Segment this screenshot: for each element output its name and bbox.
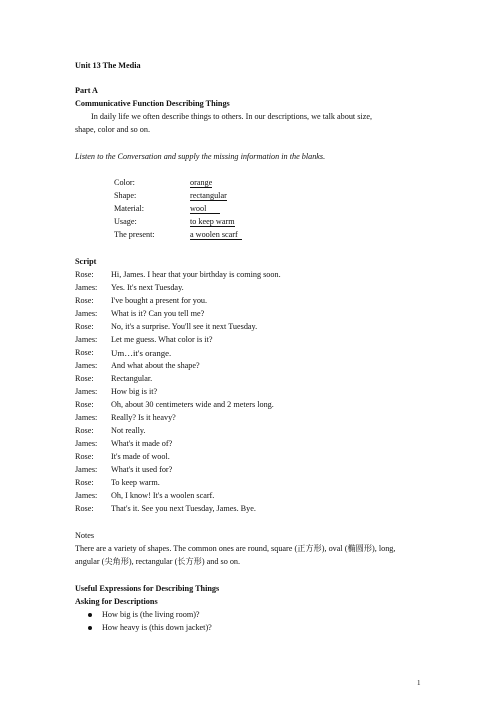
notes-heading: Notes	[75, 531, 95, 540]
useful-heading: Useful Expressions for Describing Things	[75, 584, 220, 593]
expression-item: How heavy is (this down jacket)?	[102, 623, 212, 632]
script-speaker: Rose:	[75, 270, 94, 279]
script-text: No, it's a surprise. You'll see it next Tuesday.	[111, 322, 258, 331]
script-text: To keep warm.	[111, 478, 160, 487]
blank-answer-present: a woolen scarf	[190, 231, 242, 240]
blank-label-color: Color:	[114, 178, 135, 187]
script-speaker: Rose:	[75, 348, 94, 357]
script-text: Not really.	[111, 426, 146, 435]
script-speaker: James:	[75, 465, 98, 474]
script-speaker: James:	[75, 413, 98, 422]
script-speaker: James:	[75, 491, 98, 500]
script-text: Yes. It's next Tuesday.	[111, 283, 184, 292]
script-speaker: Rose:	[75, 296, 94, 305]
notes-line-1: There are a variety of shapes. The common ones are round, square (正方形), oval (椭圆形), long,	[75, 544, 396, 553]
script-speaker: Rose:	[75, 374, 94, 383]
script-text: How big is it?	[111, 387, 158, 396]
script-text: What is it? Can you tell me?	[111, 309, 205, 318]
script-text: It's made of wool.	[111, 452, 170, 461]
blank-answer-material: wool	[190, 205, 220, 214]
blank-label-material: Material:	[114, 204, 145, 213]
script-text: Hi, James. I hear that your birthday is coming soon.	[111, 270, 281, 279]
blank-answer-color: orange	[190, 178, 213, 187]
script-text: Um…it's orange.	[111, 348, 172, 358]
script-speaker: James:	[75, 335, 98, 344]
intro-line-1: In daily life we often describe things to others. In our descriptions, we talk about size,	[91, 112, 373, 121]
script-speaker: James:	[75, 439, 98, 448]
script-speaker: Rose:	[75, 504, 94, 513]
unit-title: Unit 13 The Media	[75, 61, 141, 70]
script-speaker: James:	[75, 361, 98, 370]
function-heading: Communicative Function Describing Things	[75, 99, 230, 108]
blank-label-shape: Shape:	[114, 191, 137, 200]
instruction: Listen to the Conversation and supply the missing information in the blanks.	[75, 152, 326, 161]
script-speaker: James:	[75, 283, 98, 292]
script-speaker: James:	[75, 309, 98, 318]
blank-answer-usage: to keep warm	[190, 217, 235, 226]
script-speaker: Rose:	[75, 478, 94, 487]
script-text: What's it made of?	[111, 439, 173, 448]
intro-line-2: shape, color and so on.	[75, 125, 151, 134]
script-speaker: Rose:	[75, 400, 94, 409]
script-speaker: Rose:	[75, 322, 94, 331]
part-label: Part A	[75, 86, 98, 95]
blank-label-usage: Usage:	[114, 217, 137, 226]
notes-line-2: angular (尖角形), rectangular (长方形) and so on.	[75, 557, 241, 566]
expression-item: How big is (the living room)?	[102, 610, 200, 619]
script-text: Really? Is it heavy?	[111, 413, 176, 422]
script-text: Oh, about 30 centimeters wide and 2 meters long.	[111, 400, 274, 409]
script-text: What's it used for?	[111, 465, 173, 474]
script-speaker: Rose:	[75, 452, 94, 461]
bullet-icon	[88, 613, 92, 617]
blank-answer-shape: rectangular	[190, 191, 227, 200]
script-text: And what about the shape?	[111, 361, 200, 370]
script-heading: Script	[75, 257, 97, 266]
blank-label-present: The present:	[114, 230, 155, 239]
script-text: Rectangular.	[111, 374, 153, 383]
useful-subheading: Asking for Descriptions	[75, 597, 158, 606]
page-number: 1	[417, 679, 421, 687]
script-text: Let me guess. What color is it?	[111, 335, 213, 344]
script-speaker: Rose:	[75, 426, 94, 435]
script-speaker: James:	[75, 387, 98, 396]
script-text: Oh, I know! It's a woolen scarf.	[111, 491, 215, 500]
script-text: That's it. See you next Tuesday, James. Bye.	[111, 504, 256, 513]
script-text: I've bought a present for you.	[111, 296, 208, 305]
bullet-icon	[88, 626, 92, 630]
